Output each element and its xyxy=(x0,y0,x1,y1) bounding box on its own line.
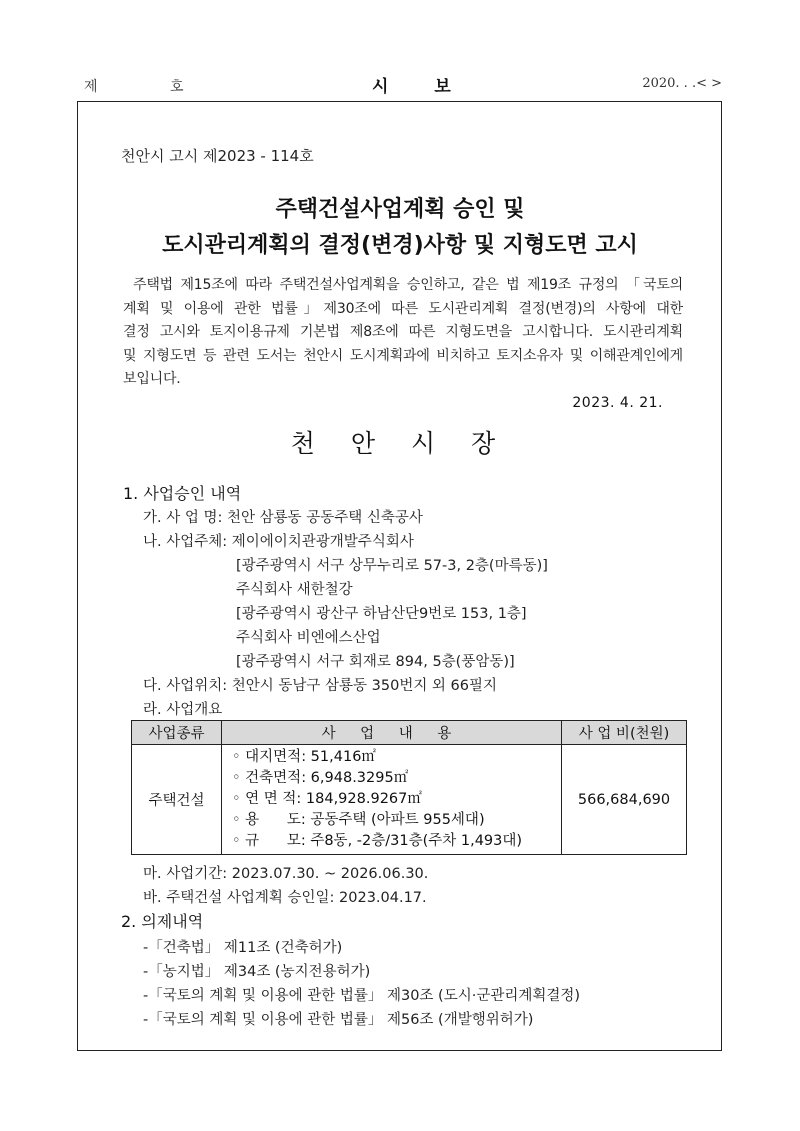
deemed-permit-item: -「건축법」 제11조 (건축허가) xyxy=(143,940,343,956)
notice-title-line2: 도시관리계획의 결정(변경)사항 및 지형도면 고시 xyxy=(162,233,638,258)
issuer-title: 천 안 시 장 xyxy=(290,429,510,458)
column-header-cost: 사 업 비(천원) xyxy=(562,721,687,745)
table-row xyxy=(132,745,687,855)
project-location: 다. 사업위치: 천안시 동남구 삼룡동 350번지 외 66필지 xyxy=(143,678,498,694)
intro-line: 주택법 제15조에 따라 주택건설사업계획을 승인하고, 같은 법 제19조 규정의 「국토의 xyxy=(133,277,683,293)
gazette-header xyxy=(0,72,800,96)
detail-floor-area: ◦ 연 면 적: 184,928.9267㎡ xyxy=(232,791,422,807)
intro-line: 결정 고시와 토지이용규제 기본법 제8조에 따른 지형도면을 고시합니다. 도시관리계획 xyxy=(123,324,683,340)
issue-date: 2020. . .< > xyxy=(642,76,722,91)
intro-line: 및 지형도면 등 관련 도서는 천안시 도시계획과에 비치하고 토지소유자 및 이해관계인에게 xyxy=(123,347,683,364)
intro-line: 보입니다. xyxy=(123,371,181,387)
column-header-type: 사업종류 xyxy=(132,721,222,745)
notice-date: 2023. 4. 21. xyxy=(572,395,663,411)
operator-address-3: [광주광역시 서구 회재로 894, 5층(풍암동)] xyxy=(236,654,515,670)
column-header-content: 사 업 내 용 xyxy=(222,721,562,745)
project-overview-table xyxy=(131,720,687,855)
detail-site-area: ◦ 대지면적: 51,416㎡ xyxy=(232,749,376,765)
table-header-row xyxy=(132,721,687,745)
deemed-permit-item: -「국토의 계획 및 이용에 관한 법률」 제30조 (도시·군관리계획결정) xyxy=(143,988,581,1004)
detail-building-area: ◦ 건축면적: 6,948.3295㎡ xyxy=(232,770,409,786)
intro-paragraph xyxy=(123,274,683,392)
deemed-permit-item: -「국토의 계획 및 이용에 관한 법률」 제56조 (개발행위허가) xyxy=(143,1012,534,1028)
project-operator: 나. 사업주체: 제이에이치관광개발주식회사 xyxy=(143,534,414,550)
section1-heading: 1. 사업승인 내역 xyxy=(123,484,242,503)
approval-date: 바. 주택건설 사업계획 승인일: 2023.04.17. xyxy=(143,890,427,906)
detail-scale: ◦ 규 모: 주8동, -2층/31층(주차 1,493대) xyxy=(232,833,523,849)
issue-number-label: 제 호 xyxy=(84,79,218,95)
section2-heading: 2. 의제내역 xyxy=(121,912,204,931)
detail-use: ◦ 용 도: 공동주택 (아파트 955세대) xyxy=(232,812,485,828)
deemed-permit-item: -「농지법」 제34조 (농지전용허가) xyxy=(143,964,371,980)
operator-company-2: 주식회사 새한철강 xyxy=(236,582,353,598)
notice-title-line1: 주택건설사업계획 승인 및 xyxy=(275,197,525,222)
notice-number: 천안시 고시 제2023 - 114호 xyxy=(121,147,314,165)
project-type-cell: 주택건설 xyxy=(132,745,222,855)
operator-company-3: 주식회사 비엔에스산업 xyxy=(236,630,381,646)
operator-address-1: [광주광역시 서구 상무누리로 57-3, 2층(마륵동)] xyxy=(236,558,548,574)
project-cost-cell: 566,684,690 xyxy=(562,745,687,855)
project-overview-label: 라. 사업개요 xyxy=(143,702,223,718)
project-name: 가. 사 업 명: 천안 삼룡동 공동주택 신축공사 xyxy=(143,510,423,526)
gazette-title: 시 보 xyxy=(372,77,471,97)
operator-address-2: [광주광역시 광산구 하남산단9번로 153, 1층] xyxy=(236,606,527,622)
project-details-cell xyxy=(222,745,562,855)
project-period: 마. 사업기간: 2023.07.30. ~ 2026.06.30. xyxy=(143,866,429,882)
intro-line: 계획 및 이용에 관한 법률」제30조에 따른 도시관리계획 결정(변경)의 사항에 대한 xyxy=(123,300,683,317)
